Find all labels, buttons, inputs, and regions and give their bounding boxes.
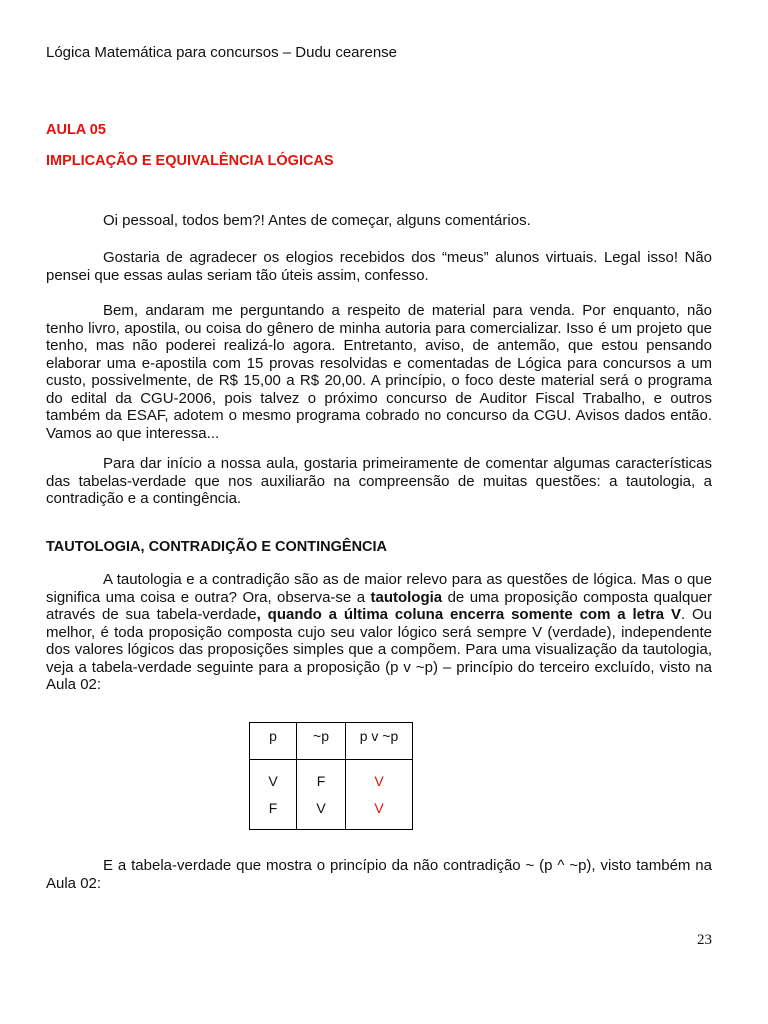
cell-value-true: V [374,800,384,816]
paragraph-material: Bem, andaram me perguntando a respeito de material para venda. Por enquanto, não tenho livro, apostila, ou coisa do gênero de minha autoria para comercializar. Isso é um projeto que tenho, mas não poderei realizá-lo agora. Entretanto, aviso, de antemão, que estou pensando elaborar uma e-apostila com 15 provas resolvidas e comentadas de Lógica para concursos a um custo, possivelmente, de R$ 15,00 a R$ 20,00. A princípio, o foco deste material será o programa do edital da CGU-2006, pois talvez o próximo concurso de Auditor Fiscal Trabalho, e outros também da ESAF, adotem o mesmo programa cobrado no concurso da CGU. Avisos dados então. Vamos ao que interessa... [46,302,712,442]
truth-table-body-row [250,760,413,830]
truth-table [249,722,413,830]
tautology-term: tautologia [370,588,443,606]
header-cell-result: p v ~p [346,723,413,760]
cell-value: V [316,800,326,816]
tautology-text-3: de uma proposição composta qualquer através de sua tabela-verdade [46,588,712,623]
cell-value: F [316,773,326,789]
page-number: 23 [697,932,712,948]
lesson-title: IMPLICAÇÃO E EQUIVALÊNCIA LÓGICAS [46,153,334,169]
tautology-text-1: A tautologia e a contradição são as de maior relevo para as questões de lógica. Mas o que significa uma coisa e outra? Ora, observa-se a [46,571,712,606]
paragraph-greeting: Oi pessoal, todos bem?! Antes de começar, alguns comentários. [103,212,531,229]
tautology-text-5: . Ou melhor, é toda proposição composta cujo seu valor lógico será sempre V (verdade), independente dos valores lógicos das proposições simples que a compõem. Para uma visualização da tautologia, veja a tabela-verdade seguinte para a proposição (p v ~p) – princípio do terceiro excluído, visto na Aula 02: [46,606,712,693]
document-header: Lógica Matemática para concursos – Dudu cearense [46,44,398,61]
cell-value-true: V [374,773,384,789]
lesson-number: AULA 05 [46,122,106,138]
column-p [250,760,297,830]
paragraph-closing: E a tabela-verdade que mostra o princípio da não contradição ~ (p ^ ~p), visto também na Aula 02: [46,857,712,892]
paragraph-intro: Para dar início a nossa aula, gostaria primeiramente de comentar algumas características das tabelas-verdade que nos auxiliarão na compreensão de muitas questões: a tautologia, a contradição e a contingência. [46,455,712,507]
tautology-emphasis: , quando a última coluna encerra somente com a letra V [256,606,681,623]
header-cell-not-p: ~p [297,723,346,760]
cell-value: V [268,773,278,789]
paragraph-tautology [46,571,712,694]
truth-table-header-row [250,723,413,760]
header-cell-p: p [250,723,297,760]
section-title: TAUTOLOGIA, CONTRADIÇÃO E CONTINGÊNCIA [46,539,388,555]
column-not-p [297,760,346,830]
cell-value: F [268,800,278,816]
paragraph-thanks: Gostaria de agradecer os elogios recebidos dos “meus” alunos virtuais. Legal isso! Não pensei que essas aulas seriam tão úteis assim, confesso. [46,249,712,284]
column-result [346,760,413,830]
